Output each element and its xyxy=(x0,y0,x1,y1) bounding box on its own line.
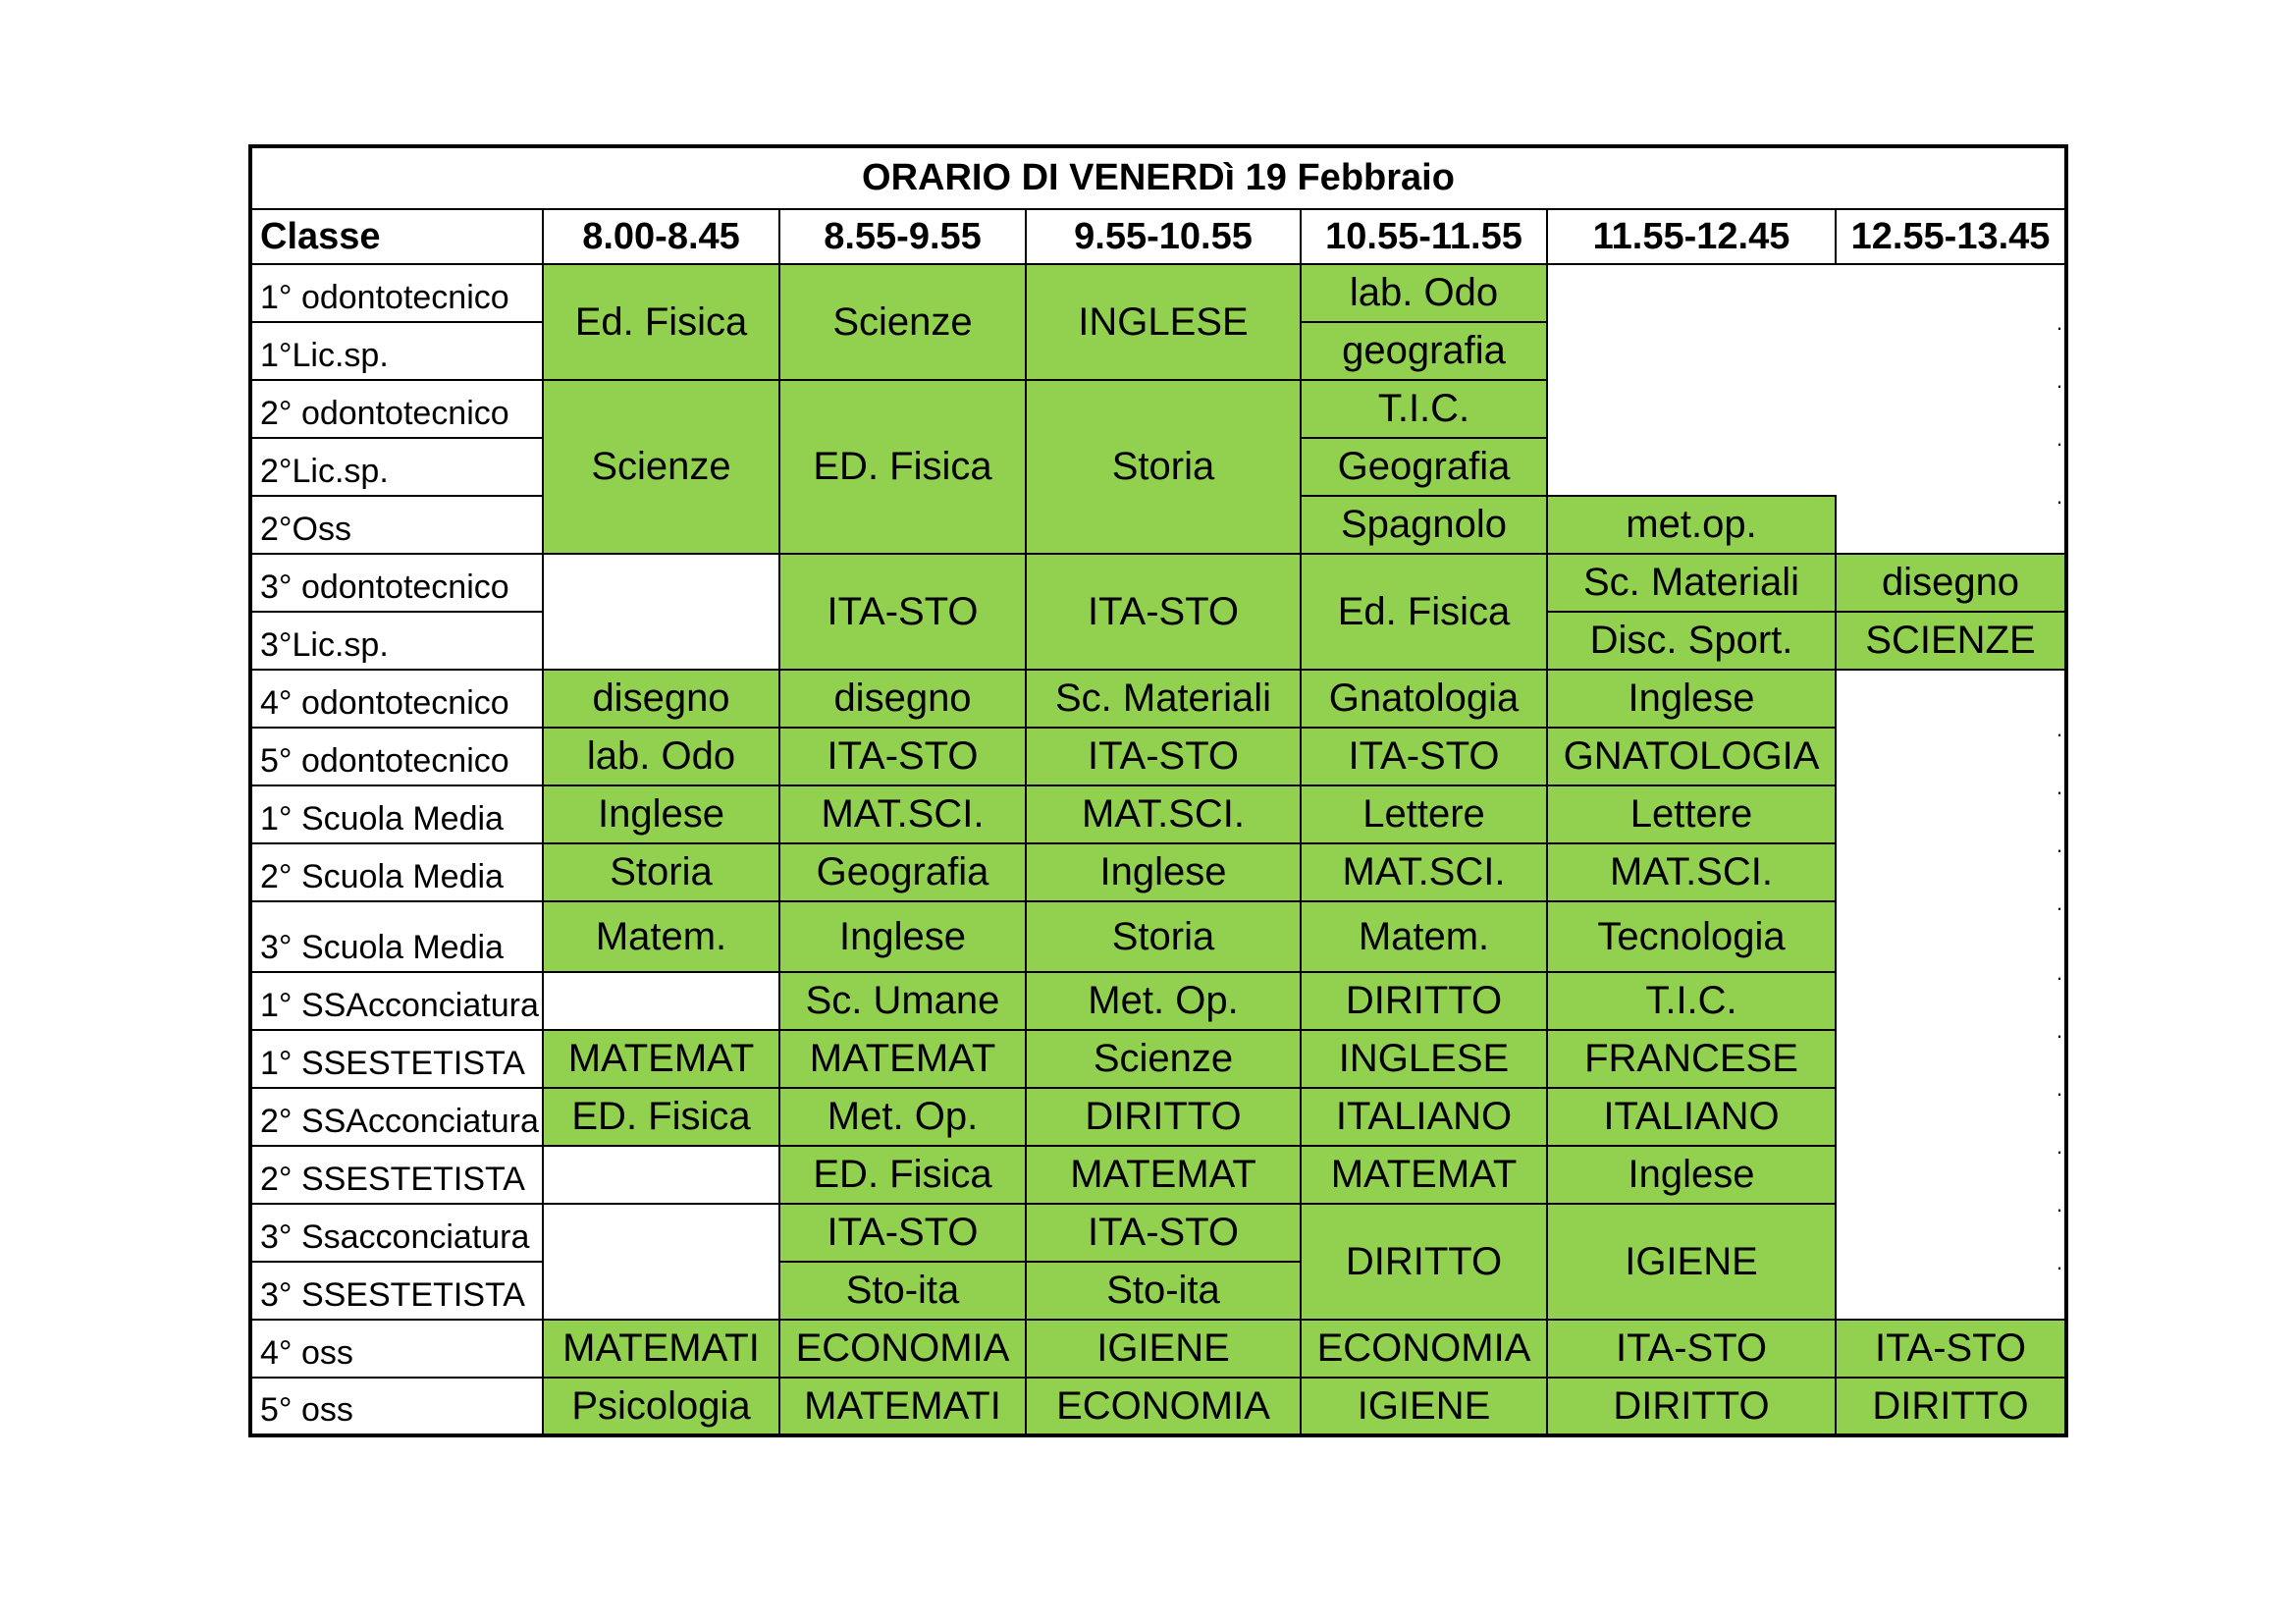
lesson-cell: MATEMATI xyxy=(779,1378,1026,1435)
class-label: 3°Lic.sp. xyxy=(250,612,543,670)
class-label: 1° SSESTETISTA xyxy=(250,1030,543,1088)
lesson-cell: MAT.SCI. xyxy=(1301,843,1547,901)
header-class: Classe xyxy=(250,209,543,264)
lesson-cell: Storia xyxy=(543,843,779,901)
class-label: 2°Oss xyxy=(250,496,543,554)
lesson-cell: ED. Fisica xyxy=(779,1146,1026,1204)
lesson-cell: MATEMAT xyxy=(779,1030,1026,1088)
lesson-cell: lab. Odo xyxy=(543,728,779,785)
lesson-cell: Sto-ita xyxy=(779,1262,1026,1320)
margin-dot: . xyxy=(2056,484,2063,509)
lesson-cell: T.I.C. xyxy=(1547,972,1836,1030)
class-label: 2° odontotecnico xyxy=(250,380,543,438)
lesson-cell: MATEMAT xyxy=(543,1030,779,1088)
lesson-cell: T.I.C. xyxy=(1301,380,1547,438)
class-label: 1°Lic.sp. xyxy=(250,322,543,380)
lesson-cell: Scienze xyxy=(779,264,1026,380)
lesson-cell: Matem. xyxy=(1301,901,1547,972)
class-label: 3° Ssacconciatura xyxy=(250,1204,543,1262)
margin-dot: . xyxy=(2056,960,2063,985)
lesson-cell: disegno xyxy=(779,670,1026,728)
header-slot-6: 12.55-13.45 xyxy=(1836,209,2066,264)
lesson-cell: Lettere xyxy=(1301,785,1547,843)
empty-area xyxy=(1547,264,2066,496)
class-label: 3° odontotecnico xyxy=(250,554,543,612)
lesson-cell: MATEMAT xyxy=(1026,1146,1301,1204)
lesson-cell: Sto-ita xyxy=(1026,1262,1301,1320)
lesson-cell: Storia xyxy=(1026,901,1301,972)
class-label: 2° SSAcconciatura xyxy=(250,1088,543,1146)
lesson-cell: SCIENZE xyxy=(1836,612,2066,670)
lesson-cell: Matem. xyxy=(543,901,779,972)
lesson-cell: Geografia xyxy=(1301,438,1547,496)
lesson-cell: Spagnolo xyxy=(1301,496,1547,554)
lesson-cell: Inglese xyxy=(543,785,779,843)
lesson-cell: Sc. Materiali xyxy=(1026,670,1301,728)
lesson-cell: IGIENE xyxy=(1547,1204,1836,1320)
lesson-cell: MAT.SCI. xyxy=(1026,785,1301,843)
empty-area xyxy=(1836,670,2066,1204)
class-label: 1° Scuola Media xyxy=(250,785,543,843)
header-slot-4: 10.55-11.55 xyxy=(1301,209,1547,264)
lesson-cell: Ed. Fisica xyxy=(1301,554,1547,670)
lesson-cell: Inglese xyxy=(779,901,1026,972)
lesson-cell: ITA-STO xyxy=(1026,1204,1301,1262)
lesson-cell: FRANCESE xyxy=(1547,1030,1836,1088)
lesson-cell: ITA-STO xyxy=(1026,554,1301,670)
lesson-cell: IGIENE xyxy=(1301,1378,1547,1435)
lesson-cell: Gnatologia xyxy=(1301,670,1547,728)
class-label: 3° Scuola Media xyxy=(250,901,543,972)
lesson-cell: MAT.SCI. xyxy=(779,785,1026,843)
header-slot-2: 8.55-9.55 xyxy=(779,209,1026,264)
margin-dot: . xyxy=(2056,1192,2063,1217)
lesson-cell: ITA-STO xyxy=(1026,728,1301,785)
class-label: 2°Lic.sp. xyxy=(250,438,543,496)
class-label: 5° odontotecnico xyxy=(250,728,543,785)
lesson-cell: met.op. xyxy=(1547,496,1836,554)
lesson-cell: Inglese xyxy=(1547,1146,1836,1204)
empty-cell xyxy=(543,554,779,670)
margin-dot: . xyxy=(2056,1250,2063,1274)
lesson-cell: lab. Odo xyxy=(1301,264,1547,322)
lesson-cell: Lettere xyxy=(1547,785,1836,843)
margin-dot: . xyxy=(2056,717,2063,741)
timetable xyxy=(248,144,2068,1437)
lesson-cell: Met. Op. xyxy=(779,1088,1026,1146)
lesson-cell: Met. Op. xyxy=(1026,972,1301,1030)
margin-dot: . xyxy=(2056,833,2063,857)
lesson-cell: ITA-STO xyxy=(1547,1320,1836,1378)
margin-dot: . xyxy=(2056,310,2063,335)
margin-dot: . xyxy=(2056,891,2063,915)
lesson-cell: Disc. Sport. xyxy=(1547,612,1836,670)
lesson-cell: INGLESE xyxy=(1026,264,1301,380)
lesson-cell: MATEMAT xyxy=(1301,1146,1547,1204)
lesson-cell: ITALIANO xyxy=(1301,1088,1547,1146)
lesson-cell: Inglese xyxy=(1026,843,1301,901)
margin-dot: . xyxy=(2056,1076,2063,1101)
class-label: 5° oss xyxy=(250,1378,543,1435)
empty-cell xyxy=(543,1204,779,1320)
empty-area xyxy=(1836,1204,2066,1320)
empty-area xyxy=(1836,496,2066,554)
empty-cell xyxy=(543,1146,779,1204)
margin-dot: . xyxy=(2056,1134,2063,1159)
lesson-cell: MATEMATI xyxy=(543,1320,779,1378)
margin-dot: . xyxy=(2056,368,2063,393)
lesson-cell: GNATOLOGIA xyxy=(1547,728,1836,785)
lesson-cell: Geografia xyxy=(779,843,1026,901)
lesson-cell: disegno xyxy=(543,670,779,728)
class-label: 1° odontotecnico xyxy=(250,264,543,322)
margin-dot: . xyxy=(2056,775,2063,799)
lesson-cell: INGLESE xyxy=(1301,1030,1547,1088)
lesson-cell: Psicologia xyxy=(543,1378,779,1435)
lesson-cell: Sc. Umane xyxy=(779,972,1026,1030)
lesson-cell: ED. Fisica xyxy=(779,380,1026,554)
lesson-cell: ITA-STO xyxy=(779,728,1026,785)
lesson-cell: disegno xyxy=(1836,554,2066,612)
lesson-cell: Tecnologia xyxy=(1547,901,1836,972)
lesson-cell: ECONOMIA xyxy=(1301,1320,1547,1378)
lesson-cell: Scienze xyxy=(1026,1030,1301,1088)
lesson-cell: DIRITTO xyxy=(1026,1088,1301,1146)
lesson-cell: DIRITTO xyxy=(1301,972,1547,1030)
lesson-cell: ITA-STO xyxy=(1301,728,1547,785)
header-slot-3: 9.55-10.55 xyxy=(1026,209,1301,264)
lesson-cell: IGIENE xyxy=(1026,1320,1301,1378)
lesson-cell: ITA-STO xyxy=(1836,1320,2066,1378)
lesson-cell: ECONOMIA xyxy=(1026,1378,1301,1435)
empty-cell xyxy=(543,972,779,1030)
margin-dot: . xyxy=(2056,1018,2063,1043)
class-label: 3° SSESTETISTA xyxy=(250,1262,543,1320)
class-label: 2° SSESTETISTA xyxy=(250,1146,543,1204)
lesson-cell: ITA-STO xyxy=(779,554,1026,670)
header-slot-1: 8.00-8.45 xyxy=(543,209,779,264)
lesson-cell: Ed. Fisica xyxy=(543,264,779,380)
margin-dot: . xyxy=(2056,426,2063,451)
page-title: ORARIO DI VENERDì 19 Febbraio xyxy=(250,146,2066,209)
lesson-cell: DIRITTO xyxy=(1836,1378,2066,1435)
class-label: 4° oss xyxy=(250,1320,543,1378)
lesson-cell: ED. Fisica xyxy=(543,1088,779,1146)
lesson-cell: ITA-STO xyxy=(779,1204,1026,1262)
lesson-cell: DIRITTO xyxy=(1547,1378,1836,1435)
lesson-cell: geografia xyxy=(1301,322,1547,380)
lesson-cell: DIRITTO xyxy=(1301,1204,1547,1320)
lesson-cell: MAT.SCI. xyxy=(1547,843,1836,901)
lesson-cell: ECONOMIA xyxy=(779,1320,1026,1378)
header-slot-5: 11.55-12.45 xyxy=(1547,209,1836,264)
class-label: 4° odontotecnico xyxy=(250,670,543,728)
lesson-cell: Storia xyxy=(1026,380,1301,554)
lesson-cell: Scienze xyxy=(543,380,779,554)
class-label: 2° Scuola Media xyxy=(250,843,543,901)
lesson-cell: Inglese xyxy=(1547,670,1836,728)
class-label: 1° SSAcconciatura xyxy=(250,972,543,1030)
lesson-cell: ITALIANO xyxy=(1547,1088,1836,1146)
lesson-cell: Sc. Materiali xyxy=(1547,554,1836,612)
